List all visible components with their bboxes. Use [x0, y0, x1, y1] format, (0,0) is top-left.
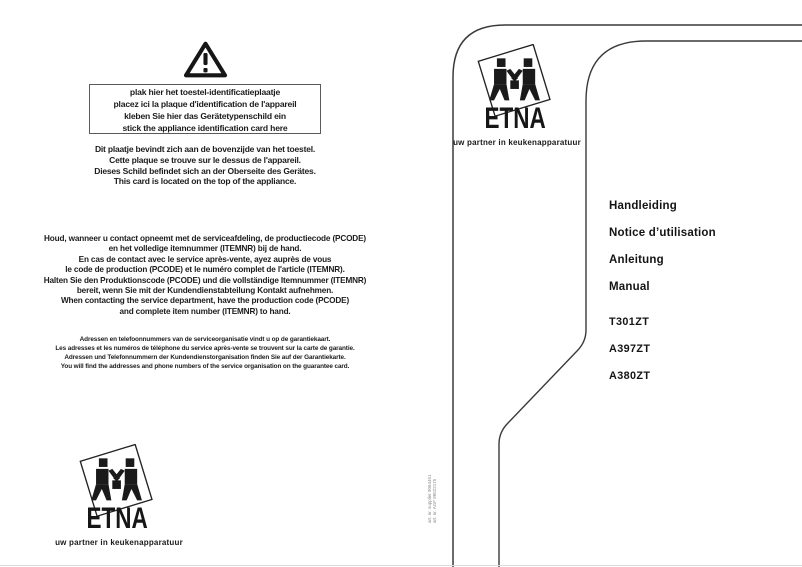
- etna-logo-top-right: [450, 44, 584, 147]
- etna-logo-graphic: [52, 444, 186, 532]
- cover-title-fr: Notice d’utilisation: [609, 227, 716, 239]
- warning-triangle-icon: [183, 40, 228, 79]
- brand-tagline: uw partner in keukenapparatuur: [453, 138, 581, 147]
- carrying-figures-icon: [489, 58, 540, 100]
- etna-logo-graphic: [450, 44, 584, 132]
- etna-wordmark: ETNA: [484, 102, 546, 132]
- service-line: When contacting the service department, have the production code (PCODE): [60, 296, 350, 306]
- service-line: en het volledige itemnummer (ITEMNR) bij de hand.: [108, 244, 302, 254]
- service-line: le code de production (PCODE) et le numéro complet de l'article (ITEMNR).: [65, 265, 345, 275]
- card-location-line-fr: Cette plaque se trouve sur le dessus de l'appareil.: [109, 154, 301, 165]
- service-line: and complete item number (ITEMNR) to hand.: [119, 306, 291, 316]
- print-code-line: art. nr. AGF 88522175: [432, 478, 438, 523]
- model-number: A380ZT: [609, 370, 651, 382]
- card-location-line-nl: Dit plaatje bevindt zich aan de bovenzijde van het toestel.: [94, 144, 316, 154]
- model-number: T301ZT: [609, 316, 650, 328]
- etna-wordmark: ETNA: [86, 502, 148, 532]
- guarantee-card-note: [11, 336, 399, 372]
- service-line: En cas de contact avec le service après-vente, ayez auprès de vous: [78, 254, 332, 264]
- etna-logo-bottom-left: [52, 444, 186, 547]
- card-location-line-en: This card is located on the top of the appliance.: [113, 176, 297, 187]
- card-location-line-de: Dieses Schild befindet sich an der Oberseite des Gerätes.: [94, 165, 316, 176]
- guarantee-line: Les adresses et les numéros de téléphone du service après-vente se trouvent sur la carte de garantie.: [55, 344, 355, 352]
- model-number: A397ZT: [609, 343, 651, 355]
- cover-title-nl: Handleiding: [609, 200, 678, 212]
- model-number-list: [609, 309, 729, 390]
- id-box-line-de: kleben Sie hier das Gerätetypenschild ein: [124, 111, 286, 121]
- print-code-block: [427, 461, 441, 523]
- id-box-line-en: stick the appliance identification card here: [122, 123, 288, 133]
- carrying-figures-icon: [91, 458, 142, 500]
- service-line: Houd, wanneer u contact opneemt met de serviceafdeling, de productiecode (PCODE): [44, 234, 366, 243]
- id-box-line-nl: plak hier het toestel-identificatieplaatje: [129, 87, 281, 97]
- card-location-note: [15, 144, 395, 187]
- page-bottom-edge: [0, 565, 802, 566]
- brand-tagline: uw partner in keukenapparatuur: [55, 538, 183, 547]
- identification-plate-box: [89, 84, 321, 134]
- service-contact-note: [11, 234, 399, 317]
- guarantee-line: Adressen und Telefonnummern der Kundendienstorganisation finden Sie auf der Garantiekarte.: [64, 353, 346, 361]
- print-code-line: art. nr. supplier 9064451: [427, 474, 432, 523]
- service-line: bereit, wenn Sie mit der Kundendienstabteilung Kontakt aufnehmen.: [76, 286, 334, 296]
- guarantee-line: Adressen en telefoonnummers van de serviceorganisatie vindt u op de garantiekaart.: [79, 336, 331, 343]
- service-line: Halten Sie den Produktionscode (PCODE) und die vollständige Itemnummer (ITEMNR): [43, 275, 367, 285]
- cover-title-de: Anleitung: [609, 254, 664, 266]
- id-box-line-fr: placez ici la plaque d'identification de l'appareil: [113, 99, 297, 109]
- cover-title-list: [609, 193, 789, 301]
- guarantee-line: You will find the addresses and phone numbers of the service organisation on the guarantee card.: [60, 362, 350, 370]
- cover-title-en: Manual: [609, 281, 650, 293]
